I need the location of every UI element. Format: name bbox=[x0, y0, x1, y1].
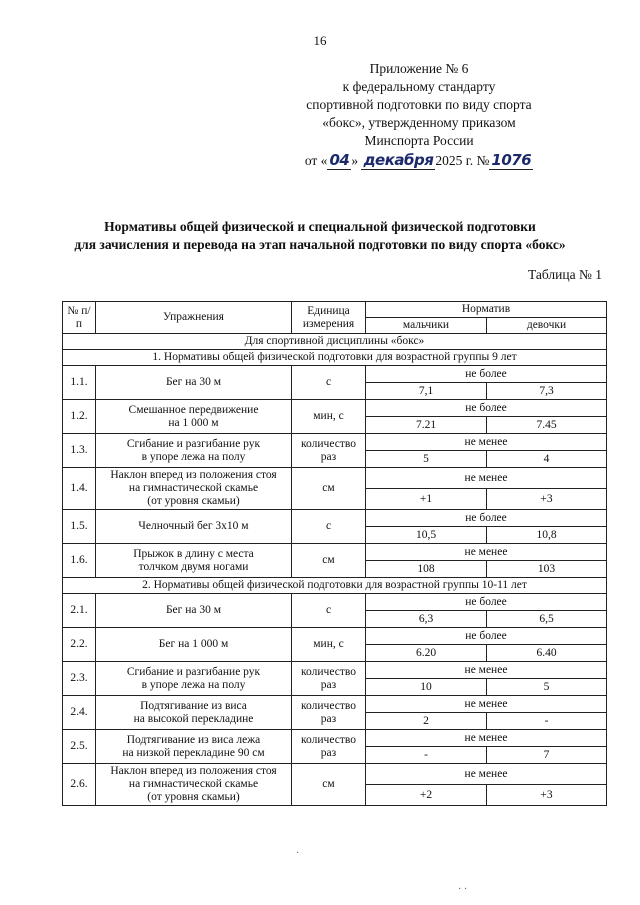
value-girls: +3 bbox=[487, 489, 607, 510]
value-boys: +1 bbox=[366, 489, 487, 510]
exercise-line: Подтягивание из виса лежа bbox=[126, 733, 261, 746]
table-row bbox=[63, 544, 607, 561]
unit-line: см bbox=[322, 482, 335, 494]
exercise-line: Бег на 30 м bbox=[165, 376, 222, 388]
row-unit bbox=[292, 764, 366, 806]
unit-line: раз bbox=[320, 746, 337, 759]
norm-condition: не менее bbox=[366, 730, 607, 747]
row-exercise bbox=[96, 434, 292, 468]
header-norm: Норматив bbox=[366, 302, 607, 318]
row-number: 1.6. bbox=[63, 544, 96, 578]
table-row bbox=[63, 594, 607, 611]
unit-line: количество bbox=[301, 665, 356, 678]
unit-line: раз bbox=[320, 678, 337, 691]
row-exercise bbox=[96, 764, 292, 806]
value-boys: 7.21 bbox=[366, 417, 487, 434]
exercise-line: Челночный бег 3х10 м bbox=[138, 520, 249, 532]
section-row bbox=[63, 578, 607, 594]
section-title: 1. Нормативы общей физической подготовки для возрастной группы 9 лет bbox=[63, 350, 607, 366]
value-girls: 6.40 bbox=[487, 645, 607, 662]
value-girls: 7 bbox=[487, 747, 607, 764]
annex-line: к федеральному стандарту bbox=[342, 79, 496, 94]
row-exercise bbox=[96, 400, 292, 434]
document-title bbox=[30, 218, 610, 254]
scan-mark: · bbox=[296, 848, 300, 859]
row-unit bbox=[292, 730, 366, 764]
exercise-line: толчком двумя ногами bbox=[138, 560, 249, 573]
handwritten-order-number: 1076 bbox=[491, 151, 532, 169]
value-boys: 2 bbox=[366, 713, 487, 730]
table-row bbox=[63, 510, 607, 527]
unit-line: количество bbox=[301, 733, 356, 746]
unit-line: мин, с bbox=[313, 410, 344, 422]
norm-condition: не менее bbox=[366, 696, 607, 713]
table-row bbox=[63, 662, 607, 679]
row-unit bbox=[292, 594, 366, 628]
header-num: № п/п bbox=[63, 302, 96, 334]
annex-line: Приложение № 6 bbox=[369, 61, 469, 76]
value-boys: - bbox=[366, 747, 487, 764]
row-unit bbox=[292, 662, 366, 696]
exercise-line: на 1 000 м bbox=[168, 416, 219, 429]
norm-condition: не менее bbox=[366, 764, 607, 785]
row-number: 1.5. bbox=[63, 510, 96, 544]
exercise-line: Подтягивание из виса bbox=[140, 699, 247, 712]
row-exercise bbox=[96, 730, 292, 764]
value-boys: 6,3 bbox=[366, 611, 487, 628]
page-number: 16 bbox=[313, 33, 327, 48]
row-number: 2.2. bbox=[63, 628, 96, 662]
value-girls: 5 bbox=[487, 679, 607, 696]
norm-condition: не менее bbox=[366, 434, 607, 451]
year-text: 2025 г. № bbox=[435, 153, 490, 168]
row-number: 1.3. bbox=[63, 434, 96, 468]
scan-mark: · · bbox=[458, 884, 468, 895]
value-boys: 5 bbox=[366, 451, 487, 468]
value-girls: 4 bbox=[487, 451, 607, 468]
table-row bbox=[63, 366, 607, 383]
header-unit: Единица измерения bbox=[292, 302, 366, 334]
norm-condition: не более bbox=[366, 510, 607, 527]
table-label: Таблица № 1 bbox=[528, 267, 602, 282]
section-row bbox=[63, 350, 607, 366]
row-number: 2.6. bbox=[63, 764, 96, 806]
unit-line: см bbox=[322, 554, 335, 566]
exercise-line: Бег на 30 м bbox=[165, 604, 222, 616]
annex-line: спортивной подготовки по виду спорта bbox=[306, 97, 532, 112]
value-girls: 7.45 bbox=[487, 417, 607, 434]
row-unit bbox=[292, 434, 366, 468]
table-body bbox=[63, 334, 607, 806]
table-row bbox=[63, 628, 607, 645]
norm-condition: не более bbox=[366, 594, 607, 611]
header-girls: девочки bbox=[487, 318, 607, 334]
unit-line: мин, с bbox=[313, 638, 344, 650]
row-exercise bbox=[96, 594, 292, 628]
handwritten-day: 04 bbox=[329, 151, 350, 169]
date-mid: » bbox=[351, 153, 359, 168]
row-exercise bbox=[96, 544, 292, 578]
row-unit bbox=[292, 696, 366, 730]
value-boys: 10,5 bbox=[366, 527, 487, 544]
row-exercise bbox=[96, 366, 292, 400]
unit-line: с bbox=[325, 376, 332, 388]
exercise-line: (от уровня скамьи) bbox=[147, 495, 240, 507]
row-exercise bbox=[96, 628, 292, 662]
table-row bbox=[63, 696, 607, 713]
row-number: 1.4. bbox=[63, 468, 96, 510]
title-line-2: для зачисления и перевода на этап начальной подготовки по виду спорта «бокс» bbox=[74, 237, 566, 252]
row-unit bbox=[292, 628, 366, 662]
value-boys: 6.20 bbox=[366, 645, 487, 662]
norm-condition: не менее bbox=[366, 468, 607, 489]
row-unit bbox=[292, 510, 366, 544]
row-number: 2.1. bbox=[63, 594, 96, 628]
value-girls: 10,8 bbox=[487, 527, 607, 544]
table-row bbox=[63, 764, 607, 785]
norm-condition: не менее bbox=[366, 544, 607, 561]
header-exercise: Упражнения bbox=[96, 302, 292, 334]
exercise-line: в упоре лежа на полу bbox=[141, 450, 246, 463]
row-exercise bbox=[96, 696, 292, 730]
exercise-line: на низкой перекладине 90 см bbox=[122, 746, 265, 759]
row-unit bbox=[292, 468, 366, 510]
value-boys: 7,1 bbox=[366, 383, 487, 400]
section-title: 2. Нормативы общей физической подготовки для возрастной группы 10-11 лет bbox=[63, 578, 607, 594]
annex-line: «бокс», утвержденному приказом bbox=[322, 115, 516, 130]
table-row bbox=[63, 400, 607, 417]
value-girls: 6,5 bbox=[487, 611, 607, 628]
norms-table bbox=[62, 301, 607, 806]
exercise-line: на гимнастической скамье bbox=[128, 482, 259, 494]
discipline-row: Для спортивной дисциплины «бокс» bbox=[63, 334, 607, 350]
norm-condition: не более bbox=[366, 366, 607, 383]
table-row bbox=[63, 434, 607, 451]
unit-line: см bbox=[322, 778, 335, 790]
value-girls: - bbox=[487, 713, 607, 730]
unit-line: раз bbox=[320, 450, 337, 463]
exercise-line: Прыжок в длину с места bbox=[133, 547, 254, 560]
row-unit bbox=[292, 544, 366, 578]
exercise-line: Сгибание и разгибание рук bbox=[126, 665, 261, 678]
value-boys: 108 bbox=[366, 561, 487, 578]
title-line-1: Нормативы общей физической и специальной физической подготовки bbox=[104, 219, 536, 234]
unit-line: с bbox=[325, 604, 332, 616]
row-number: 2.5. bbox=[63, 730, 96, 764]
row-number: 2.3. bbox=[63, 662, 96, 696]
exercise-line: Наклон вперед из положения стоя bbox=[110, 765, 277, 777]
row-number: 1.2. bbox=[63, 400, 96, 434]
row-exercise bbox=[96, 468, 292, 510]
exercise-line: на гимнастической скамье bbox=[128, 778, 259, 790]
norm-condition: не менее bbox=[366, 662, 607, 679]
unit-line: количество bbox=[301, 699, 356, 712]
unit-line: с bbox=[325, 520, 332, 532]
norm-condition: не более bbox=[366, 400, 607, 417]
value-boys: +2 bbox=[366, 785, 487, 806]
exercise-line: в упоре лежа на полу bbox=[141, 678, 246, 691]
handwritten-month: декабря bbox=[363, 151, 434, 169]
norm-condition: не более bbox=[366, 628, 607, 645]
order-date-line bbox=[254, 151, 584, 170]
exercise-line: Сгибание и разгибание рук bbox=[126, 437, 261, 450]
value-girls: 7,3 bbox=[487, 383, 607, 400]
row-exercise bbox=[96, 510, 292, 544]
table-row bbox=[63, 468, 607, 489]
exercise-line: (от уровня скамьи) bbox=[147, 791, 240, 803]
exercise-line: Бег на 1 000 м bbox=[158, 638, 229, 650]
row-unit bbox=[292, 366, 366, 400]
row-exercise bbox=[96, 662, 292, 696]
value-girls: 103 bbox=[487, 561, 607, 578]
exercise-line: на высокой перекладине bbox=[133, 712, 254, 725]
row-number: 2.4. bbox=[63, 696, 96, 730]
table-row bbox=[63, 730, 607, 747]
exercise-line: Смешанное передвижение bbox=[128, 403, 259, 416]
exercise-line: Наклон вперед из положения стоя bbox=[110, 469, 277, 481]
header-boys: мальчики bbox=[366, 318, 487, 334]
value-boys: 10 bbox=[366, 679, 487, 696]
value-girls: +3 bbox=[487, 785, 607, 806]
annex-line: Минспорта России bbox=[364, 133, 474, 148]
annex-block bbox=[254, 60, 584, 170]
row-unit bbox=[292, 400, 366, 434]
unit-line: количество bbox=[301, 437, 356, 450]
row-number: 1.1. bbox=[63, 366, 96, 400]
date-prefix: от « bbox=[304, 153, 328, 168]
unit-line: раз bbox=[320, 712, 337, 725]
